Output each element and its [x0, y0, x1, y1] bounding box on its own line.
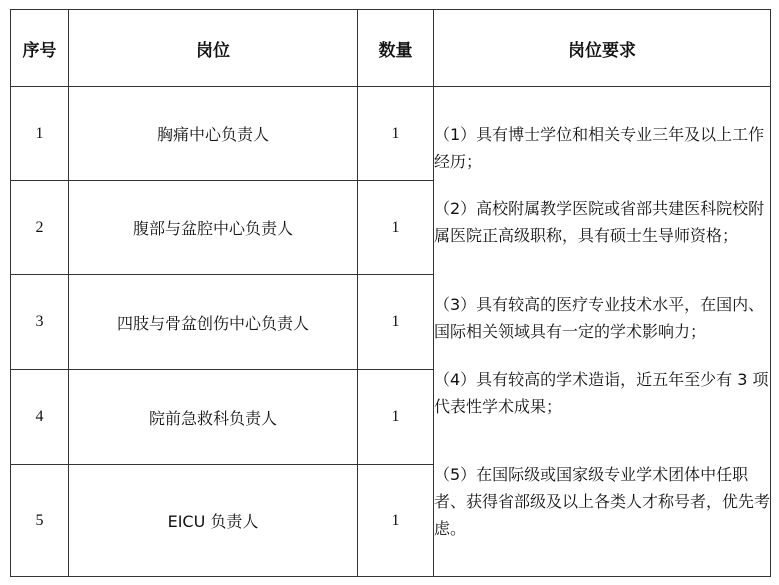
- row-quantity: 1: [358, 87, 434, 181]
- row-seq: 5: [11, 465, 69, 577]
- requirement-item: （5）在国际级或国家级专业学术团体中任职者、获得省部级及以上各类人才称号者，优先考虑。: [434, 465, 771, 538]
- header-seq: 序号: [11, 10, 69, 87]
- header-position: 岗位: [69, 10, 358, 87]
- table-header-row: [11, 10, 771, 87]
- positions-table: [10, 9, 771, 577]
- row-seq: 1: [11, 87, 69, 181]
- row-seq: 2: [11, 181, 69, 275]
- row-position: 四肢与骨盆创伤中心负责人: [69, 275, 358, 370]
- requirement-item: （4）具有较高的学术造诣，近五年至少有 3 项代表性学术成果；: [434, 370, 769, 416]
- row-position: 院前急救科负责人: [69, 370, 358, 465]
- row-position: 胸痛中心负责人: [69, 87, 358, 181]
- row-seq: 4: [11, 370, 69, 465]
- row-seq: 3: [11, 275, 69, 370]
- table-row: [11, 87, 771, 181]
- requirement-item: （1）具有博士学位和相关专业三年及以上工作经历；: [434, 125, 765, 171]
- row-quantity: 1: [358, 465, 434, 577]
- spacer: [434, 249, 770, 291]
- spacer: [434, 175, 770, 195]
- spacer: [434, 345, 770, 366]
- requirement-item: （3）具有较高的医疗专业技术水平，在国内、国际相关领域具有一定的学术影响力；: [434, 295, 765, 341]
- spacer: [434, 420, 770, 461]
- row-quantity: 1: [358, 370, 434, 465]
- requirement-item: （2）高校附属教学医院或省部共建医科院校附属医院正高级职称，具有硕士生导师资格；: [434, 199, 765, 245]
- requirements-cell: [434, 87, 771, 577]
- row-position: 腹部与盆腔中心负责人: [69, 181, 358, 275]
- row-position: EICU 负责人: [69, 465, 358, 577]
- row-quantity: 1: [358, 275, 434, 370]
- header-quantity: 数量: [358, 10, 434, 87]
- header-requirements: 岗位要求: [434, 10, 771, 87]
- row-quantity: 1: [358, 181, 434, 275]
